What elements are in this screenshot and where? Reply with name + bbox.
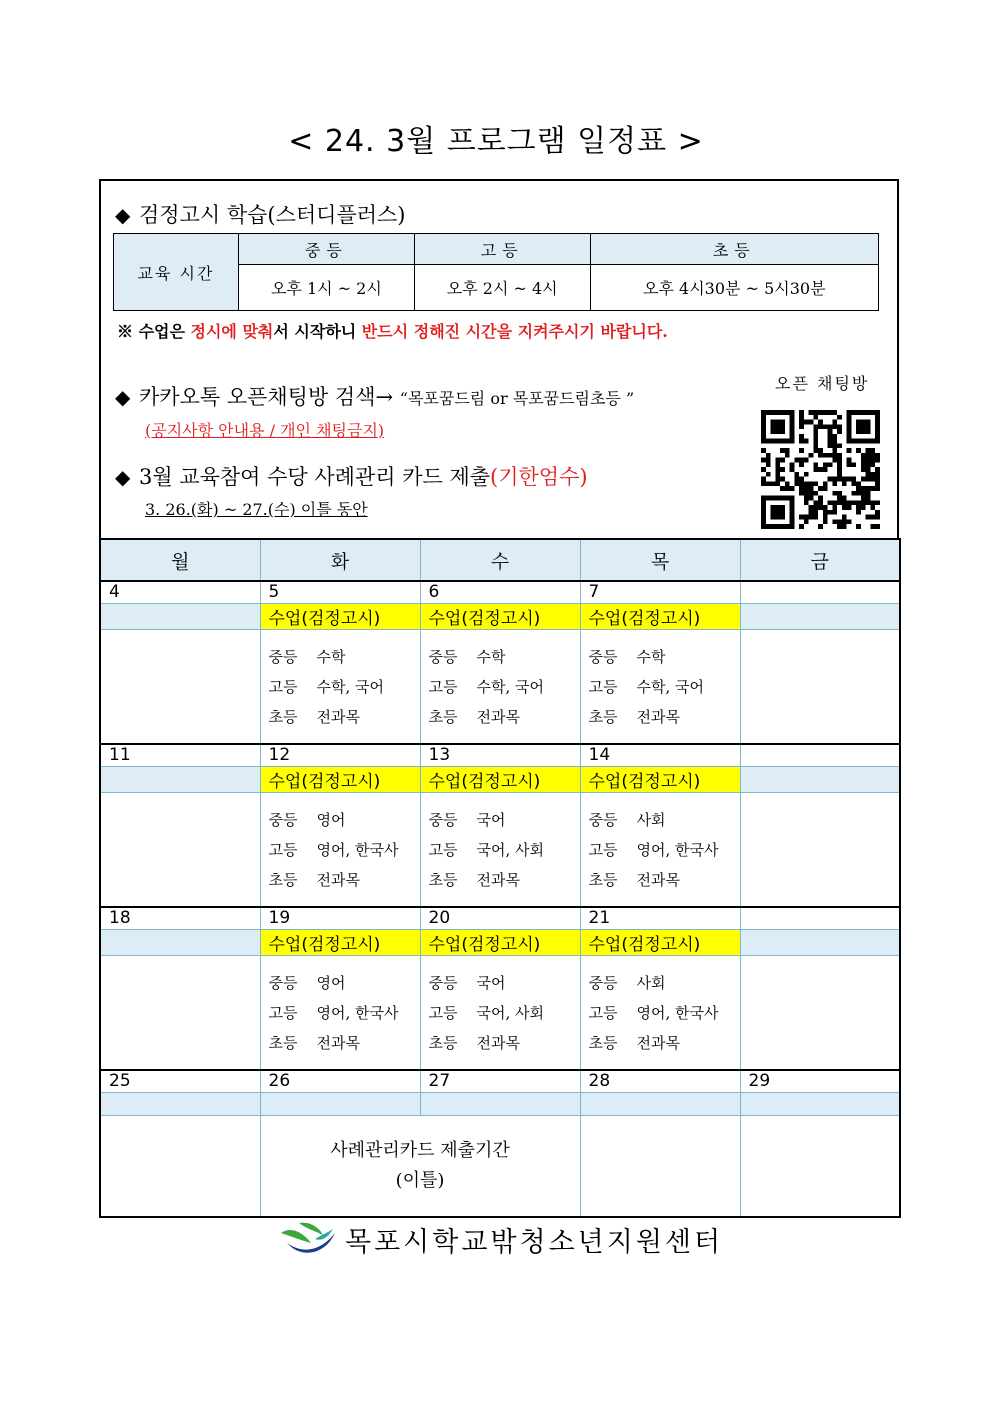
diamond-bullet-icon: ◆ (115, 465, 131, 489)
date-cell: 29 (740, 1070, 900, 1093)
deadline-label: (기한엄수) (490, 465, 588, 489)
subject-name: 전과목 (316, 707, 360, 726)
date-cell: 21 (580, 907, 740, 930)
level-label: 중등 (428, 647, 458, 666)
subject-line (269, 702, 420, 732)
qr-code-icon[interactable] (761, 410, 880, 529)
date-cell: 25 (100, 1070, 260, 1093)
subject-name: 영어 (316, 810, 346, 829)
date-cell: 27 (420, 1070, 580, 1093)
subject-name: 영어, 한국사 (636, 840, 719, 859)
subject-line (589, 998, 740, 1028)
date-cell: 13 (420, 744, 580, 767)
subject-line (429, 968, 580, 998)
subject-line (429, 865, 580, 895)
subject-line (589, 865, 740, 895)
section-study-heading (115, 199, 406, 229)
date-cell: 7 (580, 581, 740, 604)
weekday-fri: 금 (740, 539, 900, 581)
empty-event-cell (100, 930, 260, 956)
notice-prefix: ※ 수업은 (117, 322, 191, 341)
section-card-title: 3월 교육참여 수당 사례관리 카드 제출 (139, 465, 491, 489)
arrow-icon: → (375, 385, 394, 409)
empty-event-cell (260, 1093, 420, 1116)
level-header-middle: 중등 (239, 234, 415, 265)
date-cell: 5 (260, 581, 420, 604)
level-label: 고등 (428, 840, 458, 859)
subject-line (429, 998, 580, 1028)
subject-line (269, 835, 420, 865)
level-label: 중등 (588, 973, 618, 992)
subject-line (589, 702, 740, 732)
date-cell (740, 907, 900, 930)
subject-line (429, 835, 580, 865)
qr-label: 오픈 채팅방 (775, 374, 870, 393)
class-event-label: 수업(검정고시) (580, 930, 740, 956)
class-event-label: 수업(검정고시) (260, 767, 420, 793)
date-cell: 28 (580, 1070, 740, 1093)
subject-name: 전과목 (636, 1033, 680, 1052)
subject-name: 영어 (316, 973, 346, 992)
level-label: 고등 (588, 1003, 618, 1022)
subject-line (429, 805, 580, 835)
subject-line (269, 998, 420, 1028)
diamond-bullet-icon: ◆ (115, 203, 131, 227)
week-event-row (100, 604, 900, 630)
subject-line (269, 968, 420, 998)
subject-name: 전과목 (316, 870, 360, 889)
week-date-row (100, 1070, 900, 1093)
card-submission-label: 사례관리카드 제출기간 (330, 1140, 510, 1161)
kakao-note: (공지사항 안내용 / 개인 채팅금지) (145, 421, 385, 440)
time-elementary: 오후 4시30분 ~ 5시30분 (590, 265, 878, 311)
subject-name: 수학 (316, 647, 346, 666)
subject-line (589, 805, 740, 835)
empty-event-cell (740, 604, 900, 630)
date-cell: 4 (100, 581, 260, 604)
date-cell: 12 (260, 744, 420, 767)
weekday-tue: 화 (260, 539, 420, 581)
subject-name: 사회 (636, 810, 666, 829)
class-event-label: 수업(검정고시) (580, 604, 740, 630)
subject-cell (100, 793, 260, 908)
subject-line (429, 702, 580, 732)
level-label: 중등 (428, 810, 458, 829)
date-cell (740, 744, 900, 767)
subject-cell (740, 793, 900, 908)
weekday-thu: 목 (580, 539, 740, 581)
subject-cell (740, 956, 900, 1071)
card-submission-duration: (이틀) (395, 1170, 445, 1191)
subject-name: 영어, 한국사 (316, 840, 399, 859)
level-label: 중등 (268, 647, 298, 666)
diamond-bullet-icon: ◆ (115, 385, 131, 409)
subject-line (589, 672, 740, 702)
subject-line (589, 642, 740, 672)
weekday-wed: 수 (420, 539, 580, 581)
level-label: 초등 (428, 707, 458, 726)
empty-event-cell (580, 1093, 740, 1116)
level-label: 중등 (428, 973, 458, 992)
subject-line (429, 1028, 580, 1058)
empty-cell (580, 1116, 740, 1218)
subject-name: 영어, 한국사 (636, 1003, 719, 1022)
subject-line (589, 835, 740, 865)
subject-name: 영어, 한국사 (316, 1003, 399, 1022)
time-high: 오후 2시 ~ 4시 (414, 265, 590, 311)
subject-line (269, 865, 420, 895)
subject-name: 전과목 (636, 870, 680, 889)
notice-mid: 서 시작하니 (273, 322, 362, 341)
subject-cell (100, 956, 260, 1071)
footer (279, 1218, 723, 1260)
level-label: 고등 (268, 840, 298, 859)
week-date-row (100, 907, 900, 930)
date-cell: 11 (100, 744, 260, 767)
level-label: 고등 (268, 1003, 298, 1022)
class-event-label: 수업(검정고시) (420, 604, 580, 630)
level-label: 초등 (268, 707, 298, 726)
level-label: 고등 (588, 840, 618, 859)
card-submission-period (260, 1116, 580, 1218)
subject-cell (420, 630, 580, 745)
level-label: 초등 (428, 1033, 458, 1052)
subject-name: 수학 (636, 647, 666, 666)
subject-line (429, 642, 580, 672)
subject-cell (260, 630, 420, 745)
empty-event-cell (740, 767, 900, 793)
empty-cell (740, 1116, 900, 1218)
week-subject-row (100, 630, 900, 745)
level-label: 고등 (428, 1003, 458, 1022)
subject-name: 국어 (476, 973, 506, 992)
section-study-title: 검정고시 학습(스터디플러스) (139, 203, 406, 227)
level-label: 초등 (428, 870, 458, 889)
subject-cell (580, 793, 740, 908)
class-event-label: 수업(검정고시) (260, 930, 420, 956)
week-event-row (100, 767, 900, 793)
class-event-label: 수업(검정고시) (420, 767, 580, 793)
subject-line (269, 672, 420, 702)
subject-cell (420, 956, 580, 1071)
week-date-row (100, 744, 900, 767)
empty-event-cell (420, 1093, 580, 1116)
level-header-elementary: 초등 (590, 234, 878, 265)
subject-name: 수학 (476, 647, 506, 666)
week-subject-row (100, 793, 900, 908)
info-box (99, 179, 899, 538)
class-event-label: 수업(검정고시) (580, 767, 740, 793)
week-note-row (100, 1116, 900, 1218)
level-label: 초등 (268, 870, 298, 889)
level-label: 초등 (588, 870, 618, 889)
section-kakao-title: 카카오톡 오픈채팅방 검색 (139, 385, 376, 409)
empty-event-cell (740, 930, 900, 956)
date-cell: 19 (260, 907, 420, 930)
punctuality-notice (117, 319, 668, 342)
week-event-row (100, 1093, 900, 1116)
level-label: 중등 (588, 647, 618, 666)
subject-line (269, 1028, 420, 1058)
subject-line (269, 642, 420, 672)
level-label: 고등 (268, 677, 298, 696)
level-label: 중등 (588, 810, 618, 829)
level-label: 고등 (588, 677, 618, 696)
date-cell: 6 (420, 581, 580, 604)
subject-cell (580, 630, 740, 745)
subject-cell (420, 793, 580, 908)
subject-cell (260, 793, 420, 908)
empty-event-cell (100, 1093, 260, 1116)
subject-name: 전과목 (476, 1033, 520, 1052)
week-event-row (100, 930, 900, 956)
center-logo-icon (279, 1219, 337, 1259)
subject-name: 사회 (636, 973, 666, 992)
weekday-header-row (100, 539, 900, 581)
level-label: 중등 (268, 973, 298, 992)
weekday-mon: 월 (100, 539, 260, 581)
class-event-label: 수업(검정고시) (420, 930, 580, 956)
subject-name: 전과목 (476, 707, 520, 726)
empty-event-cell (100, 604, 260, 630)
subject-name: 전과목 (476, 870, 520, 889)
subject-cell (100, 630, 260, 745)
class-event-label: 수업(검정고시) (260, 604, 420, 630)
subject-line (429, 672, 580, 702)
level-label: 초등 (588, 1033, 618, 1052)
date-cell: 26 (260, 1070, 420, 1093)
subject-cell (740, 630, 900, 745)
empty-cell (100, 1116, 260, 1218)
subject-name: 수학, 국어 (476, 677, 544, 696)
week-subject-row (100, 956, 900, 1071)
level-label: 초등 (588, 707, 618, 726)
subject-line (589, 1028, 740, 1058)
card-period-note: 3. 26.(화) ~ 27.(수) 이틀 동안 (145, 500, 368, 519)
subject-cell (260, 956, 420, 1071)
section-kakao-heading (115, 381, 634, 411)
subject-name: 전과목 (636, 707, 680, 726)
level-label: 고등 (428, 677, 458, 696)
kakao-search-terms: “목포꿈드림 or 목포꿈드림초등 ” (399, 389, 635, 408)
level-label: 초등 (268, 1033, 298, 1052)
class-time-table (113, 233, 879, 311)
empty-event-cell (740, 1093, 900, 1116)
subject-name: 수학, 국어 (636, 677, 704, 696)
subject-name: 수학, 국어 (316, 677, 384, 696)
subject-name: 국어 (476, 810, 506, 829)
document-title: < 24. 3월 프로그램 일정표 > (288, 124, 704, 159)
subject-line (589, 968, 740, 998)
notice-red-2: 반드시 정해진 시간을 지켜주시기 바랍니다. (361, 322, 668, 341)
schedule-calendar (99, 538, 901, 1218)
date-cell (740, 581, 900, 604)
date-cell: 14 (580, 744, 740, 767)
date-cell: 20 (420, 907, 580, 930)
time-label-cell: 교육 시간 (114, 234, 239, 311)
subject-name: 전과목 (316, 1033, 360, 1052)
section-card-heading (115, 461, 588, 491)
level-label: 중등 (268, 810, 298, 829)
subject-line (269, 805, 420, 835)
subject-name: 국어, 사회 (476, 1003, 544, 1022)
empty-event-cell (100, 767, 260, 793)
week-date-row (100, 581, 900, 604)
level-header-high: 고등 (414, 234, 590, 265)
time-middle: 오후 1시 ~ 2시 (239, 265, 415, 311)
subject-name: 국어, 사회 (476, 840, 544, 859)
date-cell: 18 (100, 907, 260, 930)
subject-cell (580, 956, 740, 1071)
center-name: 목포시학교밖청소년지원센터 (345, 1226, 724, 1258)
notice-red-1: 정시에 맞춰 (190, 322, 274, 341)
